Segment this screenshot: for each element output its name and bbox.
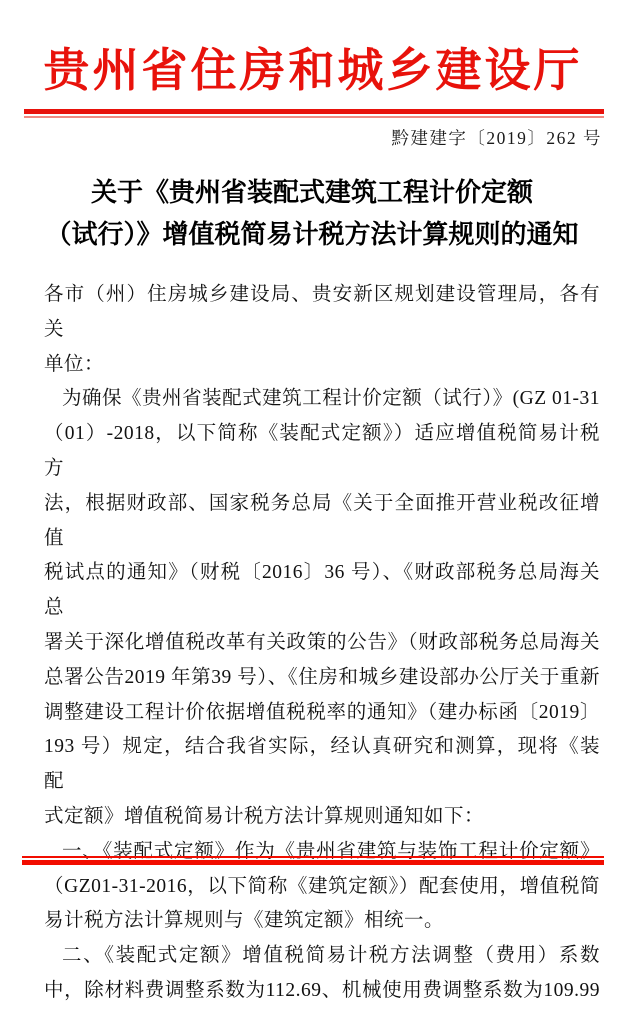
body-line: 一、《装配式定额》作为《贵州省建筑与装饰工程计价定额》 [62, 840, 600, 862]
body-line: 二、《装配式定额》增值税简易计税方法调整（费用）系数 [62, 945, 600, 967]
notice-body [44, 278, 600, 1009]
body-line: 193 号）规定，结合我省实际，经认真研究和测算，现将《装配 [44, 736, 600, 793]
body-line: 单位： [44, 353, 105, 375]
body-line: 中，除材料费调整系数为112.69、机械使用费调整系数为109.99 [44, 979, 600, 1001]
body-line: 总署公告2019 年第39 号）、《住房和城乡建设部办公厅关于重新 [44, 666, 600, 688]
body-line: 各市（州）住房城乡建设局、贵安新区规划建设管理局，各有关 [44, 284, 600, 340]
body-line: 为确保《贵州省装配式建筑工程计价定额（试行）》(GZ 01-31 [62, 388, 600, 410]
body-line: 调整建设工程计价依据增值税税率的通知》（建办标函〔2019〕 [44, 701, 600, 723]
body-line: 法，根据财政部、国家税务总局《关于全面推开营业税改征增值 [44, 492, 600, 549]
body-line: （GZ01-31-2016，以下简称《建筑定额》）配套使用，增值税简 [44, 875, 600, 897]
page-footer-line [22, 856, 604, 865]
notice-title-line-2: （试行）》增值税简易计税方法计算规则的通知 [45, 220, 579, 249]
letterhead-agency-name: 贵州省住房和城乡建设厅 [43, 45, 583, 96]
body-line: （01）-2018，以下简称《装配式定额》）适应增值税简易计税方 [44, 423, 600, 479]
notice-title-line-1: 关于《贵州省装配式建筑工程计价定额 [90, 178, 533, 207]
body-line: 易计税方法计算规则与《建筑定额》相统一。 [44, 910, 445, 932]
notice-title [0, 172, 624, 256]
body-line: 式定额》增值税简易计税方法计算规则通知如下： [44, 805, 485, 827]
body-line: 税试点的通知》（财税〔2016〕36 号）、《财政部税务总局海关总 [44, 562, 600, 619]
document-reference-number: 黔建建字〔2019〕262 号 [391, 128, 602, 148]
letterhead-separator-line [24, 109, 604, 118]
body-line: 署关于深化增值税改革有关政策的公告》（财政部税务总局海关 [44, 631, 600, 653]
